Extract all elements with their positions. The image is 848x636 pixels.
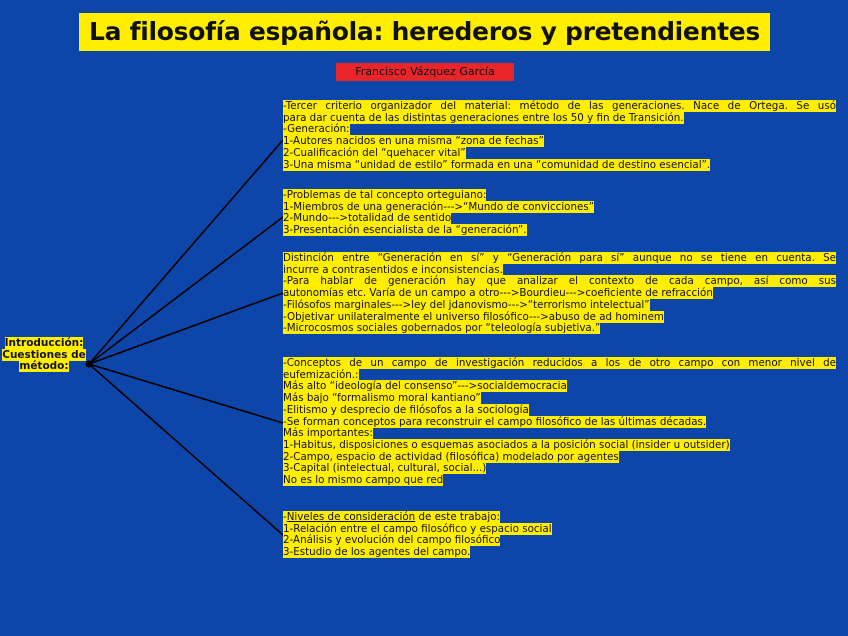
node-line: Más alto “ideología del consenso”--->socialdemocracia xyxy=(283,380,567,393)
root-node[interactable] xyxy=(0,338,88,373)
node-line: para dar cuenta de las distintas generaciones entre los 50 y fin de Transición. xyxy=(283,111,684,124)
node-line: No es lo mismo campo que red xyxy=(283,474,444,487)
node-line: eufemización.: xyxy=(283,368,359,381)
node-line: 1-Relación entre el campo filosófico y espacio social xyxy=(283,522,552,535)
node-line: -Generación: xyxy=(283,123,350,136)
node-line: -Elitismo y desprecio de filósofos a la sociología xyxy=(283,403,529,416)
node-line: -Microcosmos sociales gobernados por “teleología subjetiva.” xyxy=(283,322,601,335)
node-line: incurre a contrasentidos e inconsistencias. xyxy=(283,263,503,276)
node-line: -Filósofos marginales--->ley del jdanovismo--->“terrorismo intelectual” xyxy=(283,298,650,311)
branch-node-problems[interactable] xyxy=(283,190,836,237)
connector-line-5 xyxy=(89,364,283,535)
node-line: 1-Autores nacidos en una misma “zona de fechas” xyxy=(283,135,544,148)
branch-node-levels[interactable] xyxy=(283,512,836,559)
node-line: 2-Campo, espacio de actividad (filosófica) modelado por agentes xyxy=(283,450,619,463)
connector-line-1 xyxy=(89,140,283,364)
branch-node-concepts[interactable] xyxy=(283,358,836,487)
branch-node-distinction[interactable] xyxy=(283,253,836,335)
node-line: -Objetivar unilateralmente el universo filosófico--->abuso de ad hominem xyxy=(283,310,664,323)
node-line: 2-Análisis y evolución del campo filosófico xyxy=(283,534,501,547)
node-line: autonomías etc. Varía de un campo a otro--->Bourdieu--->coeficiente de refracción xyxy=(283,287,713,300)
node-line: 1-Miembros de una generación--->“Mundo de convicciones” xyxy=(283,200,595,213)
node-line: Distinción entre “Generación en sí” y “Generación para sí” aunque no se tiene en cuenta. Se xyxy=(283,252,836,264)
node-line: -Niveles de consideración de este trabajo: xyxy=(283,511,500,523)
node-line: 3-Presentación esencialista de la “generación”. xyxy=(283,224,527,237)
author-label: Francisco Vázquez García xyxy=(336,63,514,81)
node-line: 2-Mundo--->totalidad de sentido xyxy=(283,212,452,225)
node-line: 3-Capital (intelectual, cultural, social...) xyxy=(283,462,487,475)
connector-line-2 xyxy=(89,217,283,364)
node-line: -Problemas de tal concepto orteguiano: xyxy=(283,189,487,201)
node-line: -Para hablar de generación hay que analizar el contexto de cada campo, así como sus xyxy=(283,275,836,288)
node-line: -Se forman conceptos para reconstruir el campo filosófico de las últimas décadas. xyxy=(283,415,707,428)
node-line: 3-Estudio de los agentes del campo. xyxy=(283,546,471,559)
connector-line-4 xyxy=(89,364,283,423)
branch-node-generations[interactable] xyxy=(283,101,836,171)
node-line: Más importantes: xyxy=(283,427,373,440)
page-title: La filosofía española: herederos y pretendientes xyxy=(79,13,770,51)
root-node-label: Introducción: Cuestiones de método: xyxy=(2,337,86,372)
node-line: Más bajo “formalismo moral kantiano” xyxy=(283,392,481,405)
node-line: 1-Habitus, disposiciones o esquemas asociados a la posición social (insider u outsider) xyxy=(283,438,730,451)
node-line: 3-Una misma “unidad de estilo” formada en una “comunidad de destino esencial”. xyxy=(283,158,711,171)
node-line: -Tercer criterio organizador del material: método de las generaciones. Nace de Ortega. Se usó xyxy=(283,100,836,112)
connector-line-3 xyxy=(89,293,283,364)
node-line: 2-Cualificación del “quehacer vital” xyxy=(283,146,466,159)
node-line: -Conceptos de un campo de investigación reducidos a los de otro campo con menor nivel de xyxy=(283,357,836,369)
